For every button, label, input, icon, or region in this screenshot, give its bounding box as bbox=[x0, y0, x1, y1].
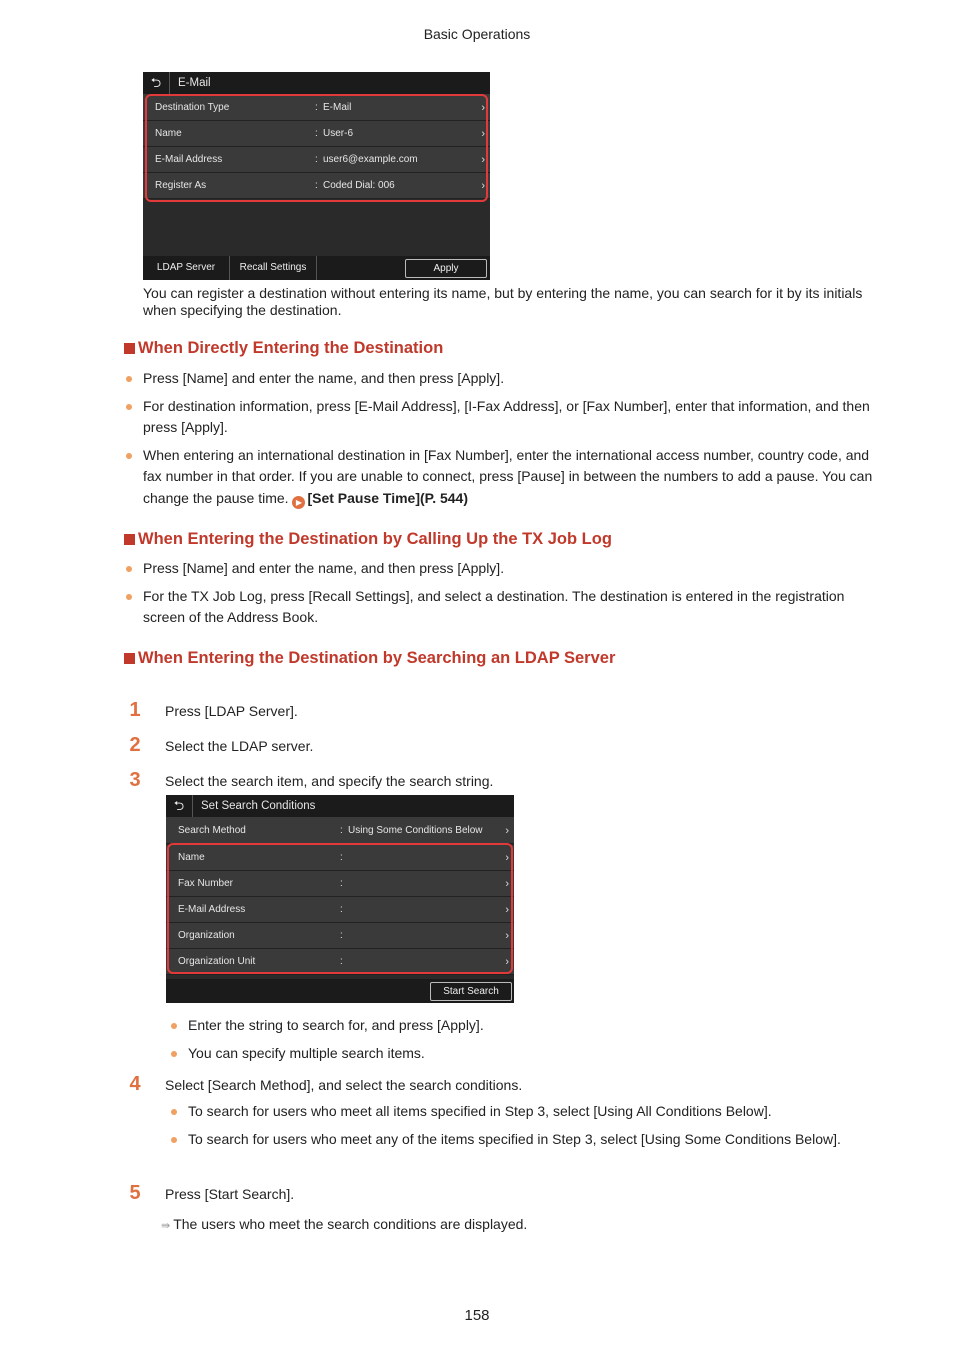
bullet-icon bbox=[126, 376, 132, 382]
step-text: Select the search item, and specify the search string. bbox=[165, 773, 494, 789]
step5-result: ⇛ The users who meet the search conditions are displayed. bbox=[161, 1216, 528, 1232]
chevron-right-icon: › bbox=[505, 824, 509, 837]
bullet-icon bbox=[171, 1137, 177, 1143]
email-address-row[interactable]: E-Mail Address : › bbox=[166, 897, 514, 923]
row-label: Organization bbox=[178, 930, 235, 941]
list-item: Press [Name] and enter the name, and then press [Apply]. bbox=[143, 558, 883, 580]
name-row[interactable]: Name : › bbox=[166, 845, 514, 871]
step-number: 1 bbox=[129, 699, 141, 721]
step-number: 3 bbox=[129, 769, 141, 791]
chevron-right-icon: › bbox=[505, 955, 509, 968]
chevron-right-icon: › bbox=[505, 903, 509, 916]
heading-marker-icon bbox=[124, 653, 135, 664]
register-as-row[interactable]: Register As : Coded Dial: 006 › bbox=[143, 173, 490, 199]
heading-marker-icon bbox=[124, 534, 135, 545]
step4-bullet-list bbox=[188, 1101, 878, 1156]
search-conditions-screen-image bbox=[166, 795, 514, 1003]
row-label: E-Mail Address bbox=[178, 904, 246, 915]
screen-title: Set Search Conditions bbox=[201, 800, 316, 812]
row-label: Register As bbox=[155, 180, 207, 191]
email-screen-image bbox=[143, 72, 490, 280]
step-number: 5 bbox=[129, 1182, 141, 1204]
link-arrow-icon: ▶ bbox=[292, 496, 305, 509]
chevron-right-icon: › bbox=[505, 929, 509, 942]
intro-paragraph: You can register a destination without entering its name, but by entering the name, you can search for it by its initials when specifying the destination. bbox=[143, 285, 863, 318]
result-arrow-icon: ⇛ bbox=[161, 1220, 171, 1232]
running-header: Basic Operations bbox=[423, 26, 531, 42]
list-item: Enter the string to search for, and press [Apply]. bbox=[188, 1015, 888, 1037]
list-item: To search for users who meet any of the items specified in Step 3, select [Using Some Conditions Below]. bbox=[188, 1129, 878, 1151]
organization-unit-row[interactable]: Organization Unit : › bbox=[166, 949, 514, 975]
pause-time-link[interactable]: [Set Pause Time](P. 544) bbox=[307, 489, 468, 506]
row-value: User-6 bbox=[323, 128, 354, 139]
chevron-right-icon: › bbox=[481, 101, 485, 114]
apply-button[interactable]: Apply bbox=[405, 259, 487, 278]
recall-settings-button[interactable]: Recall Settings bbox=[230, 256, 317, 280]
destination-type-row[interactable]: Destination Type : E-Mail › bbox=[143, 95, 490, 121]
row-value: E-Mail bbox=[323, 102, 352, 113]
step-text: Select [Search Method], and select the search conditions. bbox=[165, 1077, 523, 1093]
bullet-icon bbox=[171, 1023, 177, 1029]
row-label: Organization Unit bbox=[178, 956, 256, 967]
list-item: For the TX Job Log, press [Recall Settings], and select a destination. The destination is entered in the registration screen of the Address Book. bbox=[143, 586, 883, 629]
back-icon[interactable]: ⮌ bbox=[143, 72, 170, 94]
chevron-right-icon: › bbox=[481, 127, 485, 140]
row-label: Destination Type bbox=[155, 102, 230, 113]
bullet-icon bbox=[171, 1109, 177, 1115]
section2-bullet-list bbox=[143, 558, 883, 635]
step-text: Press [Start Search]. bbox=[165, 1186, 295, 1202]
search-method-row[interactable]: Search Method : Using Some Conditions Below › bbox=[166, 818, 514, 844]
row-label: E-Mail Address bbox=[155, 154, 223, 165]
list-item: Press [Name] and enter the name, and then press [Apply]. bbox=[143, 368, 883, 390]
row-label: Name bbox=[155, 128, 182, 139]
chevron-right-icon: › bbox=[481, 153, 485, 166]
list-item: You can specify multiple search items. bbox=[188, 1043, 888, 1065]
screen-title: E-Mail bbox=[178, 77, 211, 89]
step3-bullet-list bbox=[188, 1015, 888, 1070]
highlight-box bbox=[167, 843, 513, 974]
screen-title-bar bbox=[166, 795, 514, 818]
bullet-icon bbox=[126, 453, 132, 459]
screen-title-bar bbox=[143, 72, 490, 95]
section-heading-direct: When Directly Entering the Destination bbox=[124, 339, 443, 358]
section1-bullet-list bbox=[143, 368, 883, 515]
bullet-icon bbox=[171, 1051, 177, 1057]
step-text: Select the LDAP server. bbox=[165, 738, 314, 754]
fax-number-row[interactable]: Fax Number : › bbox=[166, 871, 514, 897]
row-label: Name bbox=[178, 852, 205, 863]
chevron-right-icon: › bbox=[481, 179, 485, 192]
email-address-row[interactable]: E-Mail Address : user6@example.com › bbox=[143, 147, 490, 173]
step-number: 4 bbox=[129, 1073, 141, 1095]
row-label: Search Method bbox=[178, 825, 246, 836]
screen-button-bar bbox=[143, 256, 490, 280]
chevron-right-icon: › bbox=[505, 877, 509, 890]
start-search-button[interactable]: Start Search bbox=[430, 982, 512, 1001]
row-value: Using Some Conditions Below bbox=[348, 825, 483, 836]
back-icon[interactable]: ⮌ bbox=[166, 795, 193, 817]
step-number: 2 bbox=[129, 734, 141, 756]
screen-button-bar bbox=[166, 979, 514, 1003]
row-value: user6@example.com bbox=[323, 154, 418, 165]
heading-marker-icon bbox=[124, 343, 135, 354]
page-number: 158 bbox=[464, 1307, 490, 1324]
row-label: Fax Number bbox=[178, 878, 234, 889]
bullet-icon bbox=[126, 566, 132, 572]
list-item: To search for users who meet all items specified in Step 3, select [Using All Conditions Below]. bbox=[188, 1101, 878, 1123]
organization-row[interactable]: Organization : › bbox=[166, 923, 514, 949]
ldap-server-button[interactable]: LDAP Server bbox=[143, 256, 230, 280]
list-item: When entering an international destination in [Fax Number], enter the international access number, country code, and fax number in that order. If you are unable to connect, press [Pause] in between the numbers to add a pause. You can change the pause time. ▶ [Set Pause Time](P. 544) bbox=[143, 445, 883, 510]
row-value: Coded Dial: 006 bbox=[323, 180, 395, 191]
bullet-icon bbox=[126, 594, 132, 600]
list-item: For destination information, press [E-Mail Address], [I-Fax Address], or [Fax Number], enter that information, and then press [Apply]. bbox=[143, 396, 883, 439]
section-heading-ldap: When Entering the Destination by Searching an LDAP Server bbox=[124, 649, 615, 668]
highlight-box bbox=[145, 94, 488, 202]
name-row[interactable]: Name : User-6 › bbox=[143, 121, 490, 147]
step-text: Press [LDAP Server]. bbox=[165, 703, 298, 719]
bullet-icon bbox=[126, 404, 132, 410]
section-heading-tx-log: When Entering the Destination by Calling Up the TX Job Log bbox=[124, 530, 612, 549]
chevron-right-icon: › bbox=[505, 851, 509, 864]
